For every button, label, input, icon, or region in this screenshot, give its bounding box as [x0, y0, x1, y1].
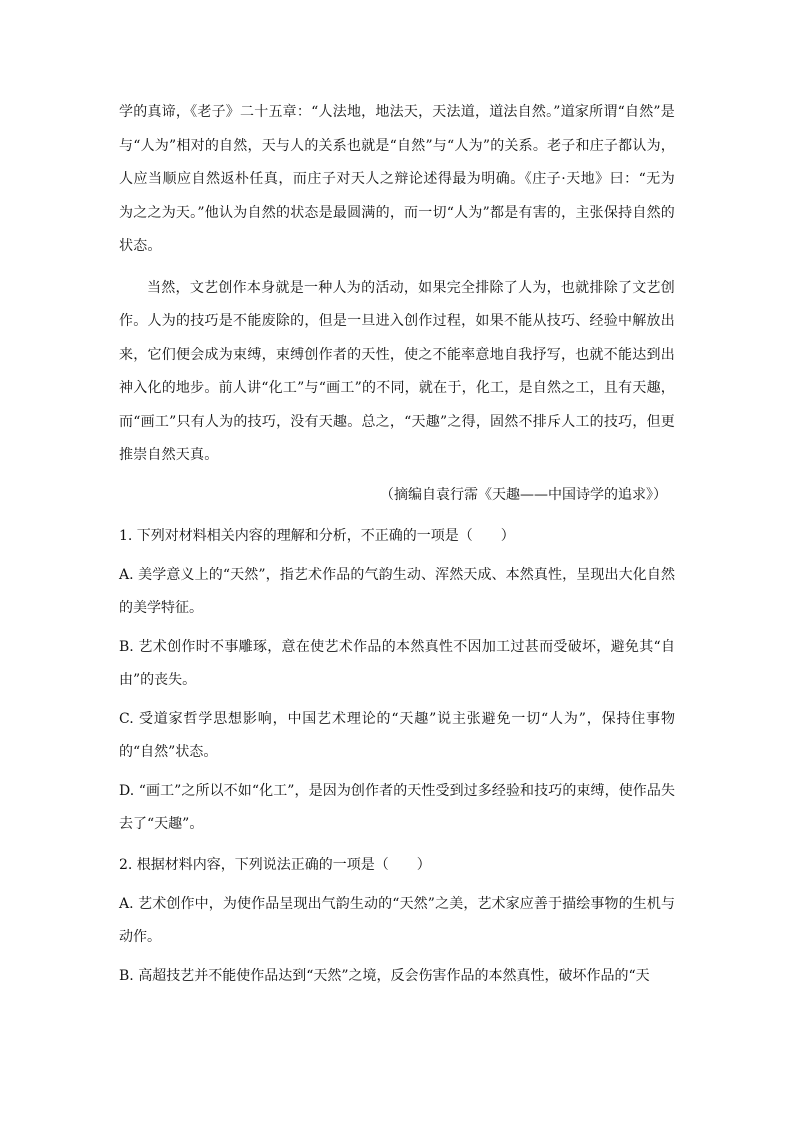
question-2-option-b: B. 高超技艺并不能使作品达到“天然”之境，反会伤害作品的本然真性，破坏作品的“天: [119, 967, 650, 984]
question-2-option-a: A. 艺术创作中，为使作品呈现出气韵生动的“天然”之美，艺术家应善于描绘事物的生机与动作。: [119, 895, 675, 945]
question-1-option-b: B. 艺术创作时不事雕琢，意在使艺术作品的本然真性不因加工过甚而受破坏，避免其“自由”的丧失。: [119, 638, 675, 688]
passage-paragraph-1: 学的真谛，《老子》二十五章：“人法地，地法天，天法道，道法自然。”道家所谓“自然”是与“人为”相对的自然，天与人的关系也就是“自然”与“人为”的关系。老子和庄子都认为，人应当顺应自然返朴任真，而庄子对天人之辩论述得最为明确。《庄子·天地》曰：“无为为之之为天。”他认为自然的状态是最圆满的，而一切“人为”都是有害的，主张保持自然的状态。: [119, 104, 675, 254]
document-page: [119, 96, 675, 993]
question-1-option-c: C. 受道家哲学思想影响，中国艺术理论的“天趣”说主张避免一切“人为”，保持住事物的“自然”状态。: [119, 710, 675, 760]
passage-source: （摘编自袁行霈《天趣——中国诗学的追求》）: [380, 486, 667, 503]
question-1-stem: 1. 下列对材料相关内容的理解和分析，不正确的一项是（ ）: [119, 527, 515, 544]
question-1-option-d: D. “画工”之所以不如“化工”，是因为创作者的天性受到过多经验和技巧的束缚，使作品失去了“天趣”。: [119, 782, 675, 832]
question-1-option-a: A. 美学意义上的“天然”，指艺术作品的气韵生动、浑然天成、本然真性，呈现出大化自然的美学特征。: [119, 566, 675, 616]
question-2-stem: 2. 根据材料内容，下列说法正确的一项是（ ）: [119, 856, 431, 873]
passage-paragraph-2: 当然，文艺创作本身就是一种人为的活动，如果完全排除了人为，也就排除了文艺创作。人为的技巧是不能废除的，但是一旦进入创作过程，如果不能从技巧、经验中解放出来，它们便会成为束缚，束缚创作者的天性，使之不能率意地自我抒写，也就不能达到出神入化的地步。前人讲“化工”与“画工”的不同，就在于，化工，是自然之工，且有天趣，而“画工”只有人为的技巧，没有天趣。总之，“天趣”之得，固然不排斥人工的技巧，但更推崇自然天真。: [119, 279, 675, 463]
